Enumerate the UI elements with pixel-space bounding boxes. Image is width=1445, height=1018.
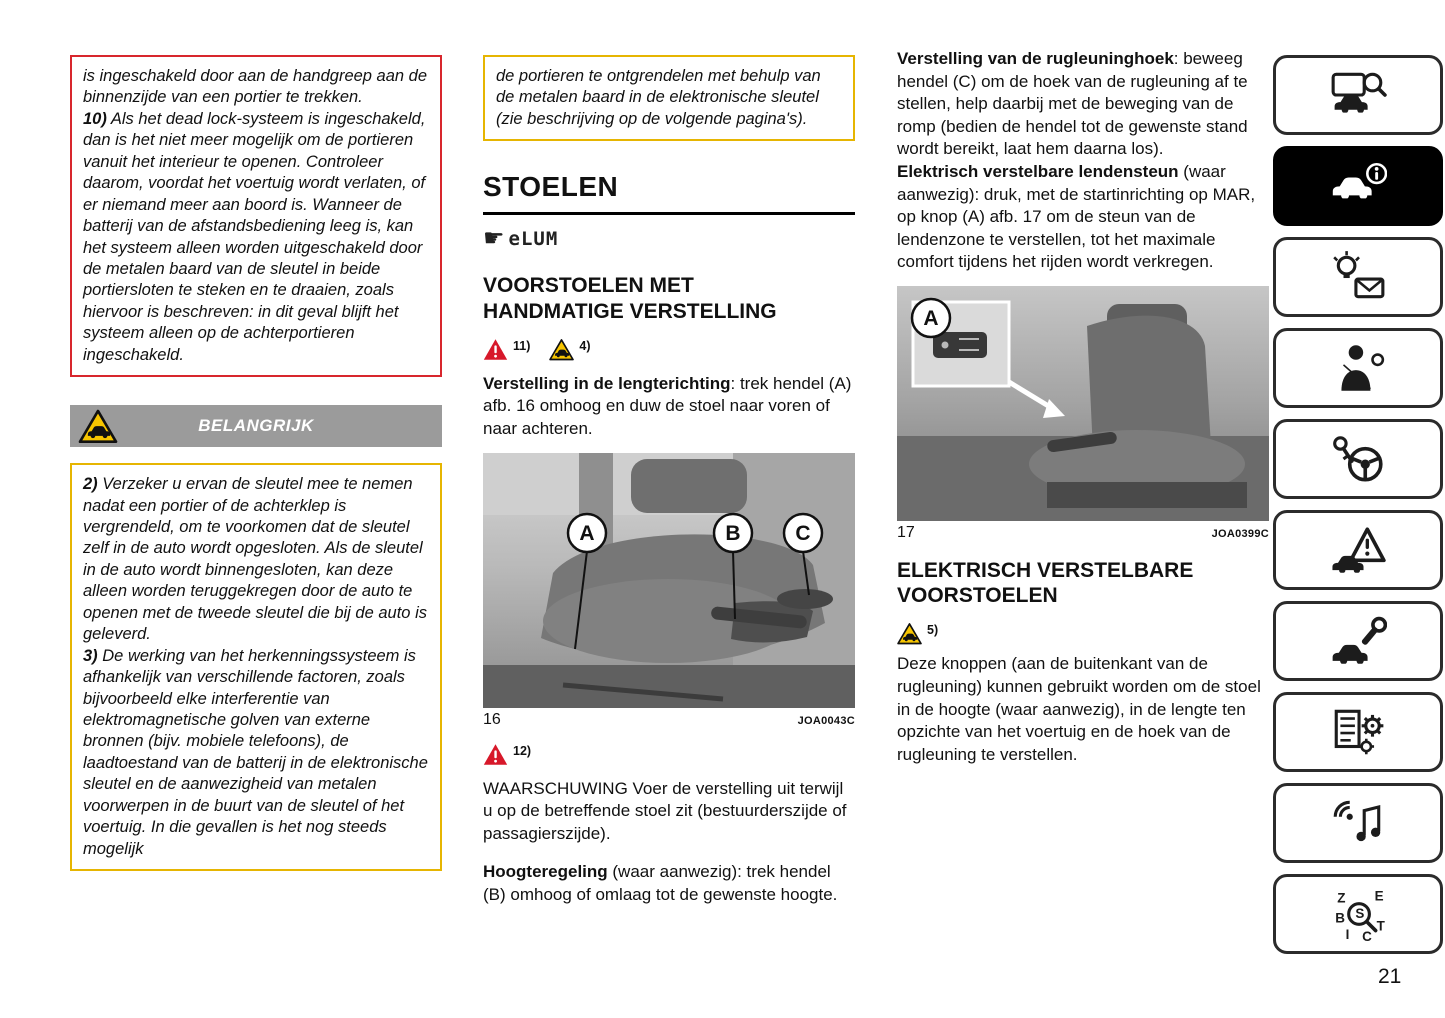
warning-triangle-red-icon — [483, 338, 508, 361]
sidebar-tab-safety[interactable] — [1273, 328, 1443, 408]
elearn-mark — [483, 227, 855, 251]
important-note-box — [70, 463, 442, 871]
letters-magnifier-icon — [1329, 885, 1387, 943]
paragraph-height-adjustment — [483, 861, 855, 906]
figure-17 — [897, 286, 1269, 542]
figure-caption — [483, 711, 855, 729]
figure-16 — [483, 453, 855, 729]
paragraph-lumbar — [897, 161, 1269, 274]
note-number: 10) — [83, 109, 107, 128]
paragraph-text: (waar aanwezig): druk, met de startinrichting op MAR, op knop (A) afb. 17 om de steun van de lendenzone te verstellen, tot het maximale comfort tijdens het rijden wordt verkregen. — [897, 162, 1256, 272]
car-warning-triangle-icon — [1329, 521, 1387, 579]
paragraph-electric-buttons: Deze knoppen (aan de buitenkant van de rugleuning) kunnen gebruikt worden om de stoel in de hoogte (waar aanwezig), in de lengte ten opzichte van het voertuig en de hoek van de rugleuning te verstellen. — [897, 654, 1261, 764]
sidebar-tab-vehicle[interactable] — [1273, 55, 1443, 135]
seat-photo-manual-adjustment — [483, 453, 855, 708]
pointing-hand-icon: ☛ — [483, 225, 505, 253]
callout-A — [912, 299, 950, 337]
sidebar-tab-maintenance[interactable] — [1273, 601, 1443, 681]
paragraph-text: : trek hendel (A) afb. 16 omhoog en duw de stoel naar voren of naar achteren. — [483, 373, 852, 438]
caution-triangle-yellow-icon — [897, 622, 922, 645]
paragraph-lead: Elektrisch verstelbare lendensteun — [897, 162, 1179, 182]
paragraph-backrest — [897, 48, 1269, 161]
svg-text:Z: Z — [1337, 890, 1346, 906]
figure-code: JOA0043C — [797, 714, 855, 727]
sidebar-tab-warning-lights[interactable] — [1273, 237, 1443, 317]
sidebar-tab-index[interactable] — [1273, 874, 1443, 954]
note-item-10 — [83, 109, 429, 366]
svg-text:I: I — [1345, 926, 1350, 942]
caution-ref-label: 5) — [927, 623, 939, 638]
note-text: de portieren te ontgrendelen met behulp van de metalen baard in de elektronische sleutel (zie beschrijving op de volgende pagina's). — [496, 67, 821, 128]
section-rule — [483, 212, 855, 215]
seat-photo-electric-lumbar — [897, 286, 1269, 521]
warning-reference-row-12 — [483, 743, 855, 766]
svg-text:A: A — [579, 521, 595, 545]
car-inspect-icon — [1329, 66, 1387, 124]
bulb-envelope-icon — [1329, 248, 1387, 306]
warning-ref-label: 12) — [513, 743, 532, 758]
paragraph-lead: Hoogteregeling — [483, 862, 608, 882]
section-title-stoelen: STOELEN — [483, 171, 619, 203]
callout-A — [568, 514, 606, 552]
waves-note-icon — [1329, 794, 1387, 852]
callout-C — [784, 514, 822, 552]
paragraph-length-adjustment — [483, 373, 855, 441]
caution-ref-label: 4) — [579, 338, 591, 353]
important-banner — [70, 405, 442, 447]
svg-text:B: B — [725, 521, 741, 545]
note-text: Als het dead lock-systeem is ingeschakeld, dan is het niet meer mogelijk om de portieren vanuit het interieur te openen. Controleer daarom, voordat het voertuig wordt verlaten, of er niemand meer aan boord is. Wanneer de batterij van de afstandsbediening leeg is, kan het systeem alleen worden uitgeschakeld door de metalen baard van de sleutel in beide portiersloten te steken en te draaien, zoals hiervoor is beschreven: in dit geval blijft het systeem alleen op de achterportieren ingeschakeld. — [83, 109, 426, 364]
left-column — [70, 55, 442, 871]
right-column — [897, 48, 1269, 767]
note-text: De werking van het herkenningssysteem is afhankelijk van verschillende factoren, zoals bijvoorbeeld elke interferentie van elektromagnetische golven van externe bronnen (bijv. mobiele telefoons), de laadtoestand van de batterij in de elektronische sleutel en de aanwezigheid van metalen voorwerpen in de buurt van de sleutel of het voertuig. In die gevallen is het nog steeds mogelijk — [83, 646, 428, 858]
paragraph-text: (waar aanwezig): trek hendel (B) omhoog of omlaag tot de gewenste hoogte. — [483, 862, 838, 904]
caution-reference-row-5 — [897, 622, 1269, 645]
svg-text:T: T — [1376, 918, 1385, 934]
warning-ref-label: 11) — [513, 338, 531, 353]
note-number: 2) — [83, 475, 98, 494]
warning-triangle-red-icon — [483, 743, 508, 766]
warning-note-box — [70, 55, 442, 377]
sidebar-tab-technical-data[interactable] — [1273, 692, 1443, 772]
note-number: 3) — [83, 646, 98, 665]
svg-text:A: A — [923, 307, 939, 331]
key-note-box — [483, 55, 855, 141]
important-banner-label: BELANGRIJK — [198, 416, 314, 436]
paragraph-warning: WAARSCHUWING Voer de verstelling uit terwijl u op de betreffende stoel zit (bestuurderszijde of passagierszijde). — [483, 778, 847, 843]
note-item-2 — [83, 474, 429, 646]
svg-text:S: S — [1355, 906, 1365, 922]
svg-text:C: C — [795, 521, 811, 545]
note-intro: is ingeschakeld door aan de handgreep aan de binnenzijde van een portier te trekken. — [83, 67, 428, 107]
warning-reference-row — [483, 338, 855, 361]
note-item-3 — [83, 646, 429, 860]
document-gears-icon — [1329, 703, 1387, 761]
figure-caption — [897, 524, 1269, 542]
sidebar-tab-starting-driving[interactable] — [1273, 419, 1443, 499]
car-info-icon — [1329, 157, 1387, 215]
sidebar-tab-getting-to-know[interactable] — [1273, 146, 1443, 226]
subsection-title-front-seats: VOORSTOELEN MET HANDMATIGE VERSTELLING — [483, 274, 777, 323]
svg-text:B: B — [1335, 910, 1345, 926]
key-steering-wheel-icon — [1329, 430, 1387, 488]
sidebar-tab-multimedia[interactable] — [1273, 783, 1443, 863]
seatbelt-person-icon — [1329, 339, 1387, 397]
paragraph-text: : beweeg hendel (C) om de hoek van de rugleuning af te stellen, help daarbij met de beweging van de romp (bedien de hendel tot de gewenste stand wordt bereikt, laat hem daarna los). — [897, 49, 1248, 159]
caution-triangle-yellow-icon — [549, 338, 574, 361]
note-text: Verzeker u ervan de sleutel mee te nemen nadat een portier of de achterklep is vergrendeld, om te voorkomen dat de sleutel zelf in de auto wordt opgesloten. Als de sleutel in de auto wordt binnengesloten, kan deze alleen worden teruggekregen door de auto te openen met de tweede sleutel die bij de auto is geleverd. — [83, 475, 427, 644]
figure-code: JOA0399C — [1211, 528, 1269, 541]
middle-column — [483, 55, 855, 907]
sidebar-tab-emergency[interactable] — [1273, 510, 1443, 590]
svg-text:C: C — [1362, 928, 1372, 943]
paragraph-lead: Verstelling van de rugleuninghoek — [897, 49, 1174, 68]
page-number: 21 — [1378, 965, 1402, 988]
figure-number: 17 — [897, 524, 915, 542]
svg-text:E: E — [1374, 888, 1384, 904]
paragraph-lead: Verstelling in de lengterichting — [483, 373, 731, 393]
subsection-title-electric-seats: ELEKTRISCH VERSTELBARE VOORSTOELEN — [897, 559, 1194, 608]
chapter-tab-sidebar — [1273, 55, 1443, 954]
car-wrench-icon — [1329, 612, 1387, 670]
elearn-label: eLUM — [508, 228, 559, 251]
figure-number: 16 — [483, 710, 501, 728]
caution-car-triangle-icon — [78, 408, 118, 444]
callout-B — [714, 514, 752, 552]
